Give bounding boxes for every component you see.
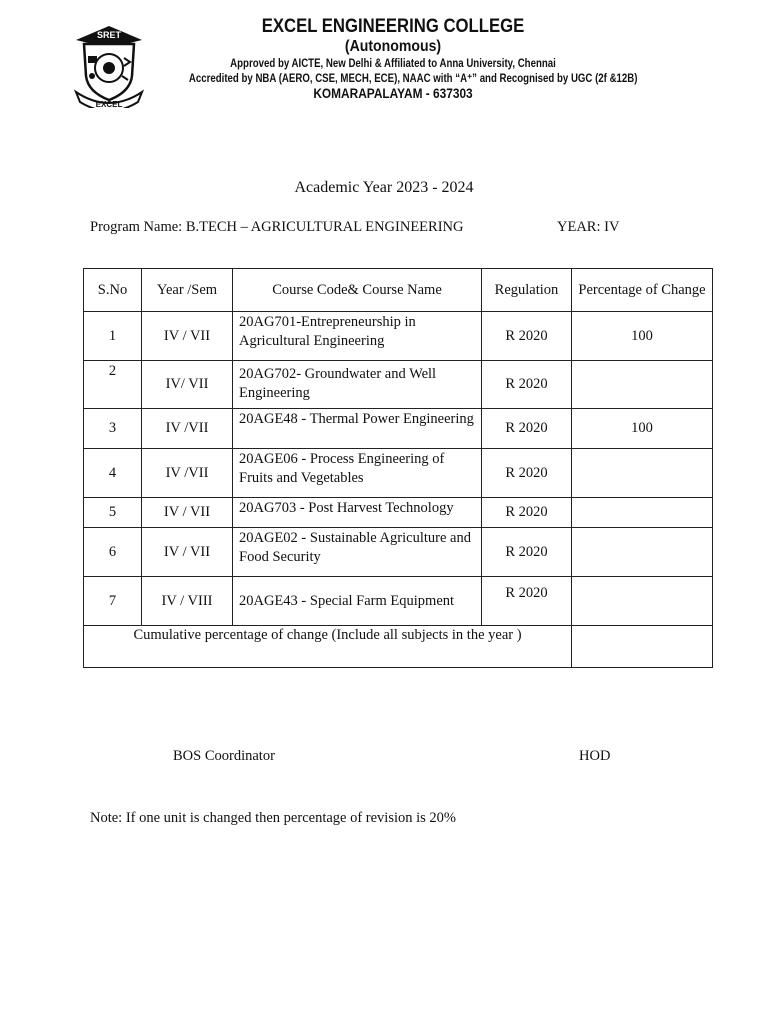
- header-text-block: [150, 14, 636, 101]
- cell-percentage: [572, 498, 713, 528]
- header-regulation: Regulation: [482, 269, 572, 312]
- hod-signature: HOD: [579, 748, 611, 764]
- cell-year-sem: IV / VII: [142, 498, 233, 528]
- table-row: [84, 361, 713, 409]
- autonomous-label: (Autonomous): [344, 38, 442, 55]
- cell-year-sem: IV / VIII: [142, 577, 233, 626]
- logo-top-text: SRET: [96, 30, 122, 40]
- header-percentage: Percentage of Change: [572, 269, 713, 312]
- table-row: [84, 409, 713, 449]
- cell-year-sem: IV / VII: [142, 312, 233, 361]
- bos-coordinator-signature: BOS Coordinator: [173, 748, 275, 764]
- header-course: Course Code& Course Name: [233, 269, 482, 312]
- cell-regulation: R 2020: [482, 361, 572, 409]
- approval-line: Approved by AICTE, New Delhi & Affiliated to Anna University, Chennai: [230, 58, 556, 70]
- table-row: [84, 498, 713, 528]
- cell-course: 20AGE06 - Process Engineering of Fruits and Vegetables: [233, 449, 482, 498]
- cell-percentage: [572, 361, 713, 409]
- cell-regulation: R 2020: [482, 409, 572, 449]
- revision-note: Note: If one unit is changed then percentage of revision is 20%: [90, 810, 457, 826]
- cell-regulation: R 2020: [482, 528, 572, 577]
- cell-sno: 3: [84, 409, 142, 449]
- cell-course: 20AG703 - Post Harvest Technology: [233, 498, 482, 528]
- cell-sno: 2: [84, 361, 142, 409]
- cell-percentage: [572, 449, 713, 498]
- cell-sno: 4: [84, 449, 142, 498]
- cell-regulation: R 2020: [482, 498, 572, 528]
- document-header: [0, 0, 768, 110]
- header-year-sem: Year /Sem: [142, 269, 233, 312]
- cell-year-sem: IV/ VII: [142, 361, 233, 409]
- cell-course: 20AGE48 - Thermal Power Engineering: [233, 409, 482, 449]
- logo-bottom-text: EXCEL: [95, 100, 123, 108]
- cell-year-sem: IV /VII: [142, 409, 233, 449]
- cell-course: 20AGE02 - Sustainable Agriculture and Food Security: [233, 528, 482, 577]
- cell-year-sem: IV / VII: [142, 528, 233, 577]
- cumulative-value: [572, 626, 713, 668]
- academic-year: Academic Year 2023 - 2024: [294, 179, 474, 196]
- table-header-row: [84, 269, 713, 312]
- cell-sno: 1: [84, 312, 142, 361]
- cell-regulation: R 2020: [482, 312, 572, 361]
- college-logo-icon: [72, 24, 146, 108]
- accreditation-line: Accredited by NBA (AERO, CSE, MECH, ECE), NAAC with “A⁺” and Recognised by UGC (2f &12B): [188, 73, 638, 85]
- cell-sno: 5: [84, 498, 142, 528]
- cell-course: 20AG701-Entrepreneurship in Agricultural Engineering: [233, 312, 482, 361]
- cell-course: 20AG702- Groundwater and Well Engineering: [233, 361, 482, 409]
- table-row: [84, 528, 713, 577]
- college-name: EXCEL ENGINEERING COLLEGE: [261, 16, 525, 37]
- cumulative-row: [84, 626, 713, 668]
- college-address: KOMARAPALAYAM - 637303: [313, 86, 473, 101]
- program-year: YEAR: IV: [557, 219, 620, 235]
- cumulative-label: Cumulative percentage of change (Include all subjects in the year ): [84, 626, 572, 668]
- header-sno: S.No: [84, 269, 142, 312]
- cell-regulation: R 2020: [482, 449, 572, 498]
- cell-course: 20AGE43 - Special Farm Equipment: [233, 577, 482, 626]
- cell-percentage: [572, 528, 713, 577]
- cell-percentage: 100: [572, 312, 713, 361]
- cell-regulation: R 2020: [482, 577, 572, 626]
- cell-sno: 6: [84, 528, 142, 577]
- cell-sno: 7: [84, 577, 142, 626]
- table-row: [84, 449, 713, 498]
- cell-percentage: [572, 577, 713, 626]
- cell-year-sem: IV /VII: [142, 449, 233, 498]
- table-row: [84, 312, 713, 361]
- table-row: [84, 577, 713, 626]
- program-name: Program Name: B.TECH – AGRICULTURAL ENGINEERING: [90, 219, 464, 235]
- cell-percentage: 100: [572, 409, 713, 449]
- course-table: [83, 268, 713, 668]
